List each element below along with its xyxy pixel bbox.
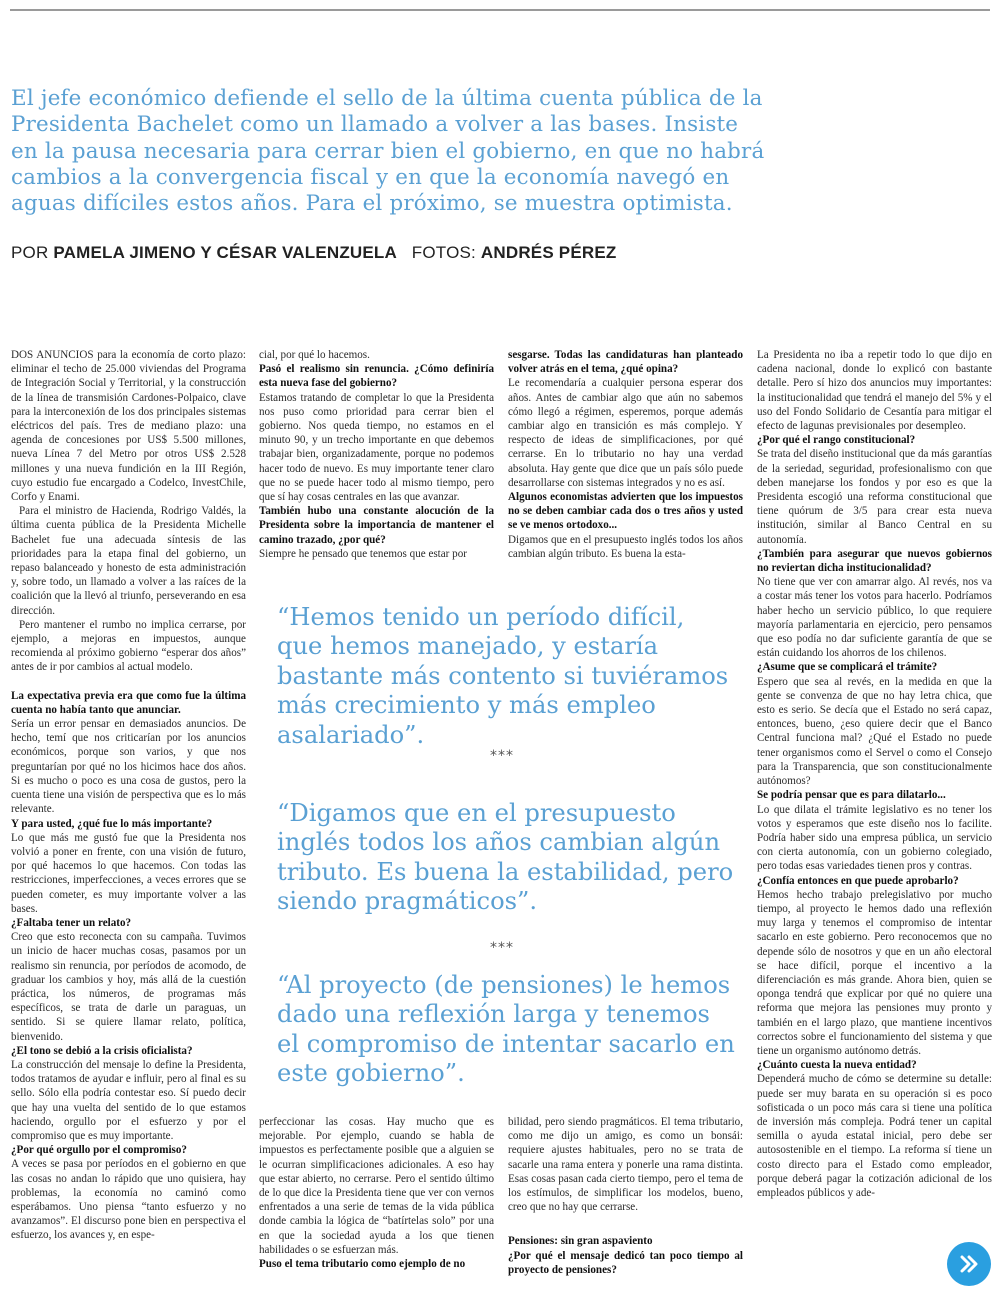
pullquote-3: “Al proyecto (de pensiones) le hemos dado una reflexión larga y tenemos el compromiso de intentar sacarlo en este gobierno”. (277, 971, 735, 1088)
body-paragraph: Creo que esto reconecta con su campaña. Tuvimos un inicio de hacer muchas cosas, pasamos por un realismo sin renuncia, por períodos de acomodo, de graduar los cambios y hoy, más allá de la cuestión práctica, los números, de programas más específicos, se trata de darle un paraguas, un sentido. Si se quiere llamar relato, política, bienvenido. (11, 931, 246, 1043)
section-heading: Pensiones: sin gran aspaviento (508, 1235, 653, 1248)
interview-question: Y para usted, ¿qué fue lo más importante? (11, 817, 213, 830)
body-paragraph: Se trata del diseño institucional que da más garantías de la seriedad, seguridad, profesionalismo con que deben manejarse los fondos y por eso es que la Presidenta escogió una reforma constitucional que tiene quórum de 3/5 para crear esta nueva institución, similar al Banco Central en su autonomía. (757, 448, 992, 546)
interview-question: ¿Confía entonces en que puede aprobarlo? (757, 874, 959, 887)
column-1 (11, 348, 246, 1243)
separator-stars: *** (490, 748, 514, 764)
body-paragraph: Estamos tratando de completar lo que la Presidenta nos puso como prioridad para cerrar bien el gobierno. Nos queda tiempo, no estamos en el minuto 90, y un trecho importante en que debemos trabajar bien, organizadamente, porque no podemos hacer todo de nuevo. Es muy importante tener claro que no se puede hacer todo al mismo tiempo, pero que sí hay cosas centrales en las que avanzar. (259, 391, 494, 504)
body-paragraph: No tiene que ver con amarrar algo. Al revés, nos va a costar más tener los votos para hacerlo. Podríamos haber hecho un servicio público, lo que requiere mayoría parlamentaria en ejercicio, pero pensamos que eso podía no dar suficiente garantía de que se están cuidando los ahorros de los chilenos. (757, 576, 992, 660)
interview-question: ¿Por qué el rango constitucional? (757, 434, 916, 447)
byline-fotos: FOTOS: (411, 243, 476, 262)
body-paragraph: Lo que más me gustó fue que la Presidenta nos volvió a poner en frente, con una visión de futuro, por qué hacemos lo que hacemos. Con todas las restricciones, imperfecciones, a veces errores que se pueden cometer, es muy importante volver a las bases. (11, 831, 246, 915)
top-rule (10, 9, 990, 11)
body-paragraph: Dependerá mucho de cómo se determine su detalle: puede ser muy barata en su operación si es poco sofisticada o un poco más cara si tiene una política de inversión más compleja. Podrá tener un capital semilla o ayuda estatal inicial, pero debe ser autosostenible en el tiempo. La reforma sí tiene un costo directo para el Estado como empleador, porque deberá pagar la cotización adicional de los empleados públicos y ade- (757, 1073, 992, 1199)
paragraph-gap (508, 1214, 743, 1228)
body-paragraph: DOS ANUNCIOS para la economía de corto plazo: eliminar el techo de 25.000 viviendas del Programa de Integración Social y Territorial, y la construcción de la línea de transmisión Cardones-Polpaico, clave para la interconexión de los dos principales sistemas eléctricos del país. Tres de mediano plazo: una agenda de concesiones por US$ 5.500 millones, nueva Línea 7 del Metro por otros US$ 2.528 millones y una nueva fundición en la III Región, cuyo estudio fue encargado a Codelco, InvestChile, Corfo y Enami. (11, 349, 246, 504)
article-lead: El jefe económico defiende el sello de la última cuenta pública de la Presidenta Bachelet como un llamado a volver a las bases. Insiste en la pausa necesaria para cerrar bien el gobierno, en que no habrá cambios a la convergencia fiscal y en que la economía navegó en aguas difíciles estos años. Para el próximo, se muestra optimista. (11, 86, 765, 217)
interview-question: ¿Cuánto cuesta la nueva entidad? (757, 1059, 917, 1072)
body-paragraph: La construcción del mensaje lo define la Presidenta, todos tratamos de ayudar e influir, pero al final es su sello. Sólo ella podría contestar eso. Sí puedo decir que hay una vuelta del sentido de lo que estamos haciendo, orgullo por el esfuerzo y por el compromiso que es muy importante. (11, 1058, 246, 1142)
next-page-button[interactable] (947, 1242, 991, 1286)
body-paragraph: Espero que sea al revés, en la medida en que la gente se convenza de que no hay letra chica, que esto es serio. Se decía que el Estado no será capaz, entonces, bueno, ¿eso quiere decir que el Banco Central funciona mal? ¿Qué el Estado no puede tener organismos como el Servel o como el Consejo para la Transparencia, que son constitucionalmente autónomos? (757, 675, 992, 788)
paragraph-gap (11, 675, 246, 689)
interview-question: sesgarse. Todas las candidaturas han planteado volver atrás en el tema, ¿qué opina? (508, 349, 743, 376)
body-paragraph: Pero mantener el rumbo no implica cerrarse, por ejemplo, a mejoras en impuestos, aunque recomienda al próximo gobierno “esperar dos años” antes de ir por cambios al actual modelo. (11, 618, 246, 674)
double-chevron-right-icon (956, 1251, 982, 1277)
body-paragraph: perfeccionar las cosas. Hay mucho que es mejorable. Por ejemplo, cuando se habla de impuestos es perfectamente posible que a alguien se le ocurran simplificaciones adicionales. A eso hay que estar abierto, no cerrarse. Pero el sentido último de lo que dice la Presidenta tiene que ver con vernos enfrentados a una serie de temas de la vida pública donde cambia la lógica de “batírtelas solo” por una en que la sociedad ayuda a los que tienen habilidades o se esfuerzan más. (259, 1116, 494, 1256)
body-paragraph: Sería un error pensar en demasiados anuncios. De hecho, temí que nos criticarían por los anuncios económicos, porque son varios, y que nos preguntarían por qué no los hicimos hace dos años. Si es mucho o poco es una cosa de gustos, pero la cuenta tiene una visión de perspectiva que es lo más relevante. (11, 718, 246, 816)
body-paragraph: cial, por qué lo hacemos. (259, 349, 370, 361)
interview-question: Puso el tema tributario como ejemplo de no (259, 1258, 466, 1271)
interview-question: ¿También para asegurar que nuevos gobiernos no reviertan dicha institucionalidad? (757, 547, 992, 575)
body-paragraph: bilidad, pero siendo pragmáticos. El tema tributario, como me dijo un amigo, es como un bonsái: requiere ajustes habituales, pero no se trata de sacarle una rama entera y ponerle una rama distinta. Esas cosas pasan cada cierto tiempo, pero el tema de los estímulos, de simplificar los modelos, bueno, creo que no hay que cerrarse. (508, 1116, 743, 1214)
column-3-bottom (508, 1115, 743, 1277)
body-paragraph: Le recomendaría a cualquier persona esperar dos años. Antes de cambiar algo que aún no sabemos cómo llegó a régimen, esperemos, porque además cambiar algo en transición es más complejo. Y respecto de ideas de simplificaciones, por qué cerrarse. En lo tributario no hay una verdad absoluta. Hay gente que dice que un país sólo puede desarrollarse con sistemas integrados y no es así. (508, 377, 743, 489)
body-paragraph: Hemos hecho trabajo prelegislativo por mucho tiempo, al proyecto le hemos dado una reflexión muy larga y tenemos el compromiso de intentar sacarlo en este gobierno. Pero reconocemos que no depende sólo de nosotros y que en un año electoral se hace difícil, porque el incentivo a la diferenciación es más grande. Ahora bien, quien se oponga tendrá que explicar por qué no quiere una reforma que mejora las pensiones muy pronto y también en el largo plazo, que mantiene incentivos correctos sobre el funcionamiento del sistema y que tiene un organismo autónomo detrás. (757, 888, 992, 1057)
column-2-bottom (259, 1115, 494, 1271)
separator-stars: *** (490, 940, 514, 956)
interview-question: Algunos economistas advierten que los impuestos no se deben cambiar cada dos o tres años y usted se ve menos ortodoxo... (508, 491, 743, 532)
byline-photographer: ANDRÉS PÉREZ (480, 243, 617, 262)
column-2 (259, 348, 494, 561)
body-paragraph: La Presidenta no iba a repetir todo lo que dijo en cadena nacional, donde lo explicó con bastante detalle. Pero sí hizo dos anuncios muy importantes: la institucionalidad que tendrá el manejo del 5% y el uso del Fondo Solidario de Cesantía para mitigar el efecto de lagunas previsionales por desempleo. (757, 349, 992, 433)
pullquote-2: “Digamos que en el presupuesto inglés todos los años cambian algún tributo. Es buena la estabilidad, pero siendo pragmáticos”. (277, 799, 734, 916)
interview-question: Pasó el realismo sin renuncia. ¿Cómo definiría esta nueva fase del gobierno? (259, 363, 494, 390)
body-paragraph: A veces se pasa por períodos en el gobierno en que las cosas no andan lo rápido que uno quisiera, hay problemas, la economía no caminó como esperábamos. Uno piensa “tanto esfuerzo y no avanzamos”. El discurso pone bien en perspectiva el esfuerzo, los avances y, en espe- (11, 1158, 246, 1242)
interview-question: ¿El tono se debió a la crisis oficialista? (11, 1044, 193, 1057)
byline-authors: PAMELA JIMENO Y CÉSAR VALENZUELA (53, 243, 397, 262)
interview-question: También hubo una constante alocución de la Presidenta sobre la importancia de mantener el camino trazado, ¿por qué? (259, 505, 494, 546)
byline-por: POR (11, 243, 49, 262)
body-paragraph: Para el ministro de Hacienda, Rodrigo Valdés, la última cuenta pública de la Presidenta Michelle Bachelet fue una adecuada síntesis de las prioridades para la etapa final del gobierno, un repaso balanceado y honesto de esta administración y, sobre todo, un llamado a volver a las raíces de la coalición que la llevó al triunfo, perseverando en esa dirección. (11, 505, 246, 617)
column-3 (508, 348, 743, 561)
body-paragraph: Lo que dilata el trámite legislativo es no tener los votos y esperamos que este diseño nos lo facilite. Podría haber sido una empresa pública, un servicio con cierta autonomía, con un gobierno colegiado, pero todas esas variedades tienen pros y contras. (757, 803, 992, 873)
body-paragraph: Siempre he pensado que tenemos que estar por (259, 547, 467, 560)
byline (11, 243, 616, 263)
interview-question: ¿Por qué el mensaje dedicó tan poco tiempo al proyecto de pensiones? (508, 1249, 743, 1276)
interview-question: Se podría pensar que es para dilatarlo... (757, 789, 946, 802)
interview-question: La expectativa previa era que como fue la última cuenta no había tanto que anunciar. (11, 689, 246, 716)
interview-question: ¿Por qué orgullo por el compromiso? (11, 1144, 187, 1157)
interview-question: ¿Asume que se complicará el trámite? (757, 661, 938, 674)
body-paragraph: Digamos que en el presupuesto inglés todos los años cambian algún tributo. Es buena la esta- (508, 533, 743, 560)
interview-question: ¿Faltaba tener un relato? (11, 916, 132, 929)
pullquote-1: “Hemos tenido un período difícil, que hemos manejado, y estaría bastante más contento si tuviéramos más crecimiento y más empleo asalariado”. (277, 603, 729, 749)
column-4 (757, 348, 992, 1200)
